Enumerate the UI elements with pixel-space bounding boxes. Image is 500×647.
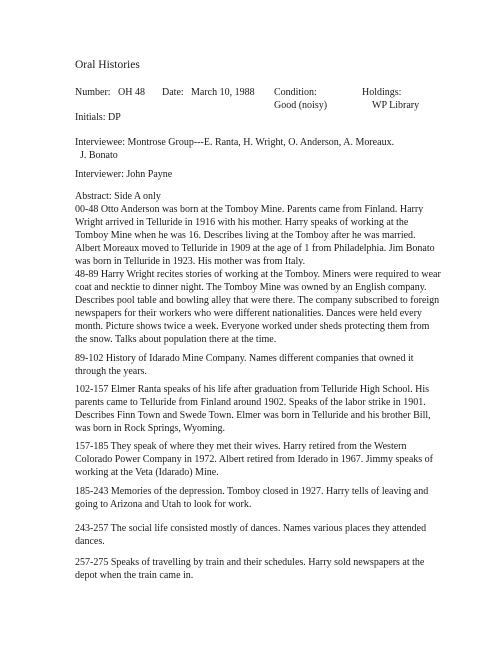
condition-value: Good (noisy) [274,100,328,111]
abstract-paragraph: 00-48 Otto Anderson was born at the Tomboy Mine. Parents came from Finland. Harry Wright arrived in Telluride in 1916 with his mother. Harry speaks of working at the Tomboy Mine when he was 16. Describes living at the Tomboy after he was married. Albert Moreaux moved to Telluride in 1909 at the age of 1 from Philadelphia. Jim Bonato was born in Telluride in 1923. His mother was from Italy. [75,204,435,267]
abstract-paragraph: 89-102 History of Idarado Mine Company. Names different companies that owned it through the years. [75,353,414,377]
date-value: March 10, 1988 [191,87,255,98]
number-value: OH 48 [118,87,145,98]
abstract-paragraph: 243-257 The social life consisted mostly of dances. Names various places they attended dances. [75,523,427,547]
interviewee-line-2: J. Bonato [80,150,118,161]
interviewee-line-1: Interviewee: Montrose Group---E. Ranta, H. Wright, O. Anderson, A. Moreaux. [75,137,395,148]
interviewer: Interviewer: John Payne [75,169,173,180]
number-label: Number: [75,87,111,98]
holdings-label: Holdings: [362,87,402,98]
abstract-paragraph: 102-157 Elmer Ranta speaks of his life after graduation from Telluride High School. His parents came to Telluride from Finland around 1902. Speaks of the labor strike in 1901. Describes Finn Town and Swede Town. Elmer was born in Telluride and his brother Bill, was born in Rock Springs, Wyoming. [75,384,431,434]
condition-label: Condition: [274,87,317,98]
holdings-value: WP Library [372,100,420,111]
date-label: Date: [162,87,184,98]
abstract-paragraph: 257-275 Speaks of travelling by train and their schedules. Harry sold newspapers at the depot when the train came in. [75,557,425,581]
abstract-paragraph: 157-185 They speak of where they met their wives. Harry retired from the Western Colorado Power Company in 1972. Albert retired from Iderado in 1967. Jimmy speaks of working at the Veta (Idarado) Mine. [75,441,433,478]
initials: Initials: DP [75,112,121,123]
abstract-paragraph: 48-89 Harry Wright recites stories of working at the Tomboy. Miners were required to wear coat and necktie to dinner night. The Tomboy Mine was owned by an English company. Describes pool table and bowling alley that were there. The company subscribed to foreign newspapers for their workers who were different nationalities. Dances were held every month. Picture shows twice a week. Everyone worked under sheds protecting them from the snow. Talks about population there at the time. [75,269,441,345]
page-title: Oral Histories [75,59,140,71]
abstract-heading: Abstract: Side A only [75,191,161,202]
abstract-paragraph: 185-243 Memories of the depression. Tomboy closed in 1927. Harry tells of leaving and going to Arizona and Utah to look for work. [75,486,429,510]
